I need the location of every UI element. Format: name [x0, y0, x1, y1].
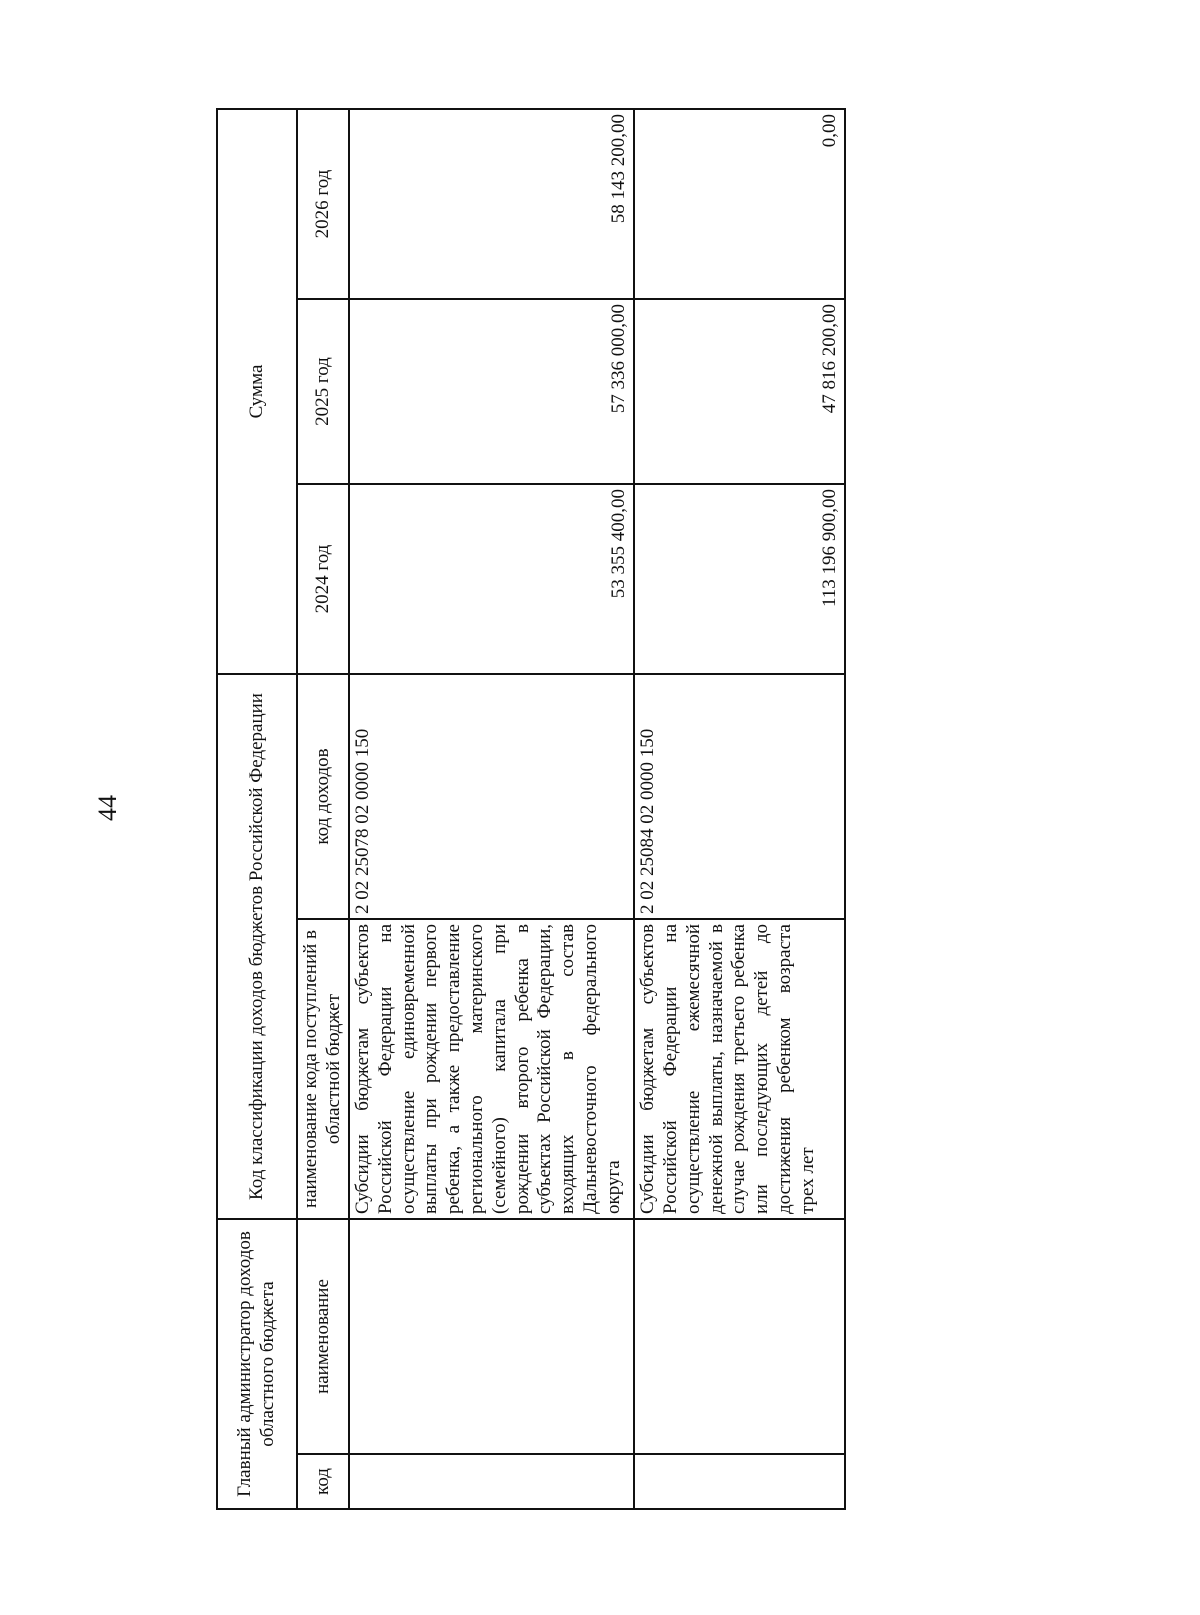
header-year-2024: 2024 год — [297, 484, 349, 674]
row-sum-2024: 53 355 400,00 — [349, 484, 634, 674]
header-sum: Сумма — [217, 109, 297, 674]
table-row — [634, 109, 845, 1509]
header-classification: Код классификации доходов бюджетов Российской Федерации — [217, 674, 297, 1219]
row-sum-2026: 58 143 200,00 — [349, 109, 634, 299]
row-admin-name — [349, 1219, 634, 1454]
row-income-code: 2 02 25078 02 0000 150 — [349, 674, 634, 919]
row-sum-2024: 113 196 900,00 — [634, 484, 845, 674]
header-admin-code: код — [297, 1454, 349, 1509]
row-sum-2025: 57 336 000,00 — [349, 299, 634, 484]
row-sum-2026: 0,00 — [634, 109, 845, 299]
rotated-table-container — [216, 110, 846, 1510]
row-admin-code — [634, 1454, 845, 1509]
header-year-2025: 2025 год — [297, 299, 349, 484]
header-admin-name: наименование — [297, 1219, 349, 1454]
row-admin-code — [349, 1454, 634, 1509]
income-table — [216, 108, 846, 1510]
row-income-code: 2 02 25084 02 0000 150 — [634, 674, 845, 919]
header-administrator: Главный администратор доходов областного бюджета — [217, 1219, 297, 1509]
row-admin-name — [634, 1219, 845, 1454]
row-sum-2025: 47 816 200,00 — [634, 299, 845, 484]
table-row — [349, 109, 634, 1509]
row-income-name: Субсидии бюджетам субъектов Российской Федерации на осуществление ежемесячной денежной выплаты, назначаемой в случае рождения третьего ребенка или последующих детей до достижения ребенком возраста трех лет — [634, 919, 845, 1219]
header-year-2026: 2026 год — [297, 109, 349, 299]
header-row-2 — [297, 109, 349, 1509]
page-number: 44 — [93, 795, 122, 821]
header-income-name: наименование кода поступлений в областной бюджет — [297, 919, 349, 1219]
header-income-code: код доходов — [297, 674, 349, 919]
header-row-1 — [217, 109, 297, 1509]
row-income-name: Субсидии бюджетам субъектов Российской Федерации на осуществление единовременной выплаты при рождении первого ребенка, а также предоставление регионального материнского (семейного) капитала при рождении второго ребенка в субъектах Российской Федерации, входящих в состав Дальневосточного федерального округа — [349, 919, 634, 1219]
